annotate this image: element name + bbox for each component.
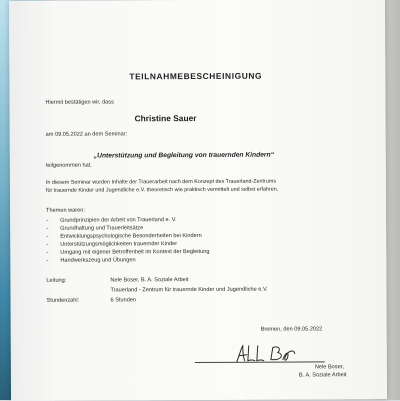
theme-text: Entwicklungspsychologische Besonderheiten bei Kindern — [60, 232, 202, 240]
description-line: für trauernde Kinder und Jugendliche e.V. theoretisch wie praktisch vermittelt und selbst erfahren. — [45, 186, 279, 194]
certificate-title: TEILNAHMEBESCHEINIGUNG — [129, 70, 263, 82]
hours-value: 6 Stunden — [110, 297, 137, 304]
signer-role: B. A. Soziale Arbeit — [298, 372, 347, 379]
hours-label: Stundenzahl: — [46, 297, 80, 304]
participated-text: teilgenommen hat. — [45, 162, 92, 169]
theme-item — [46, 250, 209, 256]
leitung-label: Leitung: — [46, 277, 67, 284]
theme-bullet: - — [46, 257, 49, 264]
theme-text: Umgang mit eigener Betroffenheit im Kontext der Begleitung — [60, 248, 210, 256]
theme-item — [46, 234, 202, 240]
theme-item — [46, 242, 177, 248]
seminar-title: „Unterstützung und Begleitung von trauernden Kindern“ — [93, 151, 274, 160]
place-date: Bremen, den 09.05.2022 — [260, 326, 323, 333]
theme-bullet: - — [46, 249, 49, 256]
themes-heading: Themen waren: — [46, 207, 85, 214]
certificate-page — [9, 0, 387, 401]
theme-bullet: - — [46, 241, 49, 248]
theme-item — [46, 258, 135, 264]
theme-bullet: - — [46, 233, 49, 240]
theme-text: Unterstützungsmöglichkeiten trauernder Kinder — [60, 241, 178, 248]
leitung-organization: Trauerland - Zentrum für trauernde Kinder und Jugendliche e.V. — [110, 286, 268, 294]
participant-name: Christine Sauer — [134, 113, 197, 124]
date-line: am 09.05.2022 an dem Seminar: — [45, 131, 128, 138]
signer-name: Nele Boser, — [314, 364, 344, 371]
theme-text: Grundprinzipien der Arbeit von Trauerland e. V. — [60, 217, 177, 224]
leitung-value: Nele Boser, B. A. Soziale Arbeit — [110, 277, 189, 284]
theme-bullet: - — [46, 217, 48, 224]
theme-text: Grundhaltung und Trauerleitsätze — [60, 225, 144, 232]
theme-text: Handwerkszeug und Übungen — [60, 257, 136, 264]
intro-text: Hiermit bestätigen wir, dass — [45, 99, 114, 106]
description-line: In diesem Seminar wurden Inhalte der Trauerarbeit nach dem Konzept des Trauerland-Zentrums — [45, 178, 277, 186]
theme-item — [46, 226, 143, 232]
theme-item — [46, 218, 176, 224]
theme-bullet: - — [46, 225, 49, 232]
